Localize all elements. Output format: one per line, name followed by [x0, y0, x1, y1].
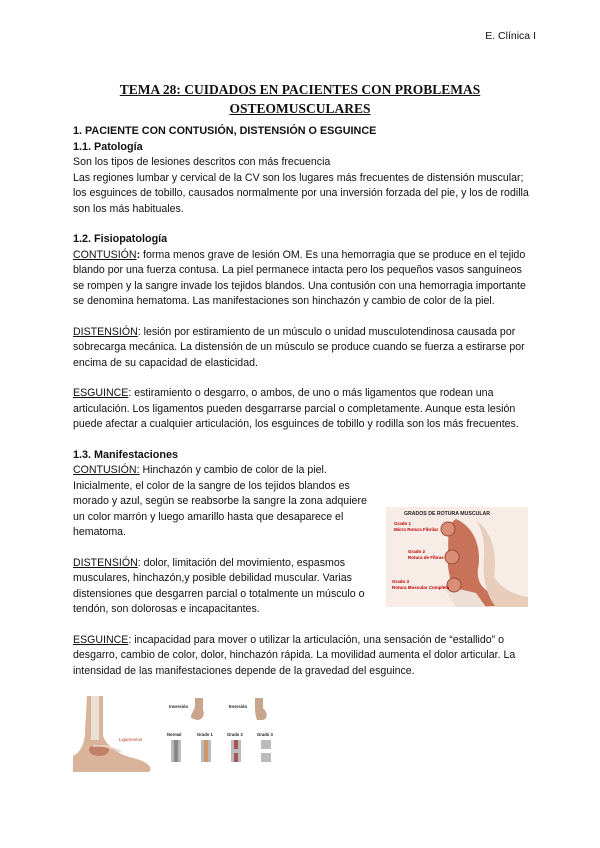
fisiopatologia-heading: 1.2. Fisiopatología	[73, 233, 168, 245]
title-line-1: TEMA 28: CUIDADOS EN PACIENTES CON PROBLEMAS	[119, 82, 481, 97]
distension-text: : lesión por estiramiento de un músculo o unidad musculotendinosa causada por sobrecarga mecánica. La distensión de un músculo se produce cuando se fuerza a estirarse por encima de su capacidad de elasticidad.	[73, 325, 525, 369]
muscle-figure-title: GRADOS DE ROTURA MUSCULAR	[404, 511, 490, 517]
muscle-grade-1: Grado 1	[394, 521, 412, 526]
ankle-sprain-figure	[73, 696, 293, 772]
manif-esguince	[73, 633, 533, 680]
eversion-label: Eversión	[229, 704, 248, 709]
ligament-label: Ligamentos	[119, 737, 143, 742]
fisio-contusion: CONTUSIÓN: forma menos grave de lesión OM. Es una hemorragia que se produce en el tejido blando por una fuerza contusa. La piel permanece intacta pero los pequeños vasos sanguíneos se rompen y la sangre invade los tejidos blandos. Una contusión con una hemorragia importante se denomina hematoma. Las manifestaciones son hinchazón y cambio de color de la piel.	[73, 248, 526, 307]
manif-distension-label: DISTENSIÓN	[73, 556, 138, 569]
muscle-rupture-illustration	[386, 507, 528, 607]
title-line-2: OSTEOMUSCULARES	[229, 101, 371, 116]
muscle-grade-2-desc: Rotura de Fibras	[408, 555, 444, 560]
manif-contusion	[73, 463, 368, 541]
muscle-rupture-figure	[386, 507, 528, 607]
esguince-text: : estiramiento o desgarro, o ambos, de uno o más ligamentos que rodean una articulación. Los ligamentos pueden desgarrarse parcial o completamente. Aunque esta lesión puede afectar a cualquier articulación, los esguinces de tobillo y rodilla son los más frecuentes.	[73, 387, 519, 430]
contusion-text: forma menos grave de lesión OM. Es una hemorragia que se produce en el tejido blando por una fuerza contusa. La piel permanece intacta pero los pequeños vasos sanguíneos se rompen y la sangre invade los tejidos blandos. Una contusión con una hemorragia importante se denomina hematoma. Las manifestaciones son hinchazón y cambio de color de la piel.	[73, 248, 526, 307]
patologia-heading: 1.1. Patología	[73, 140, 143, 153]
fisio-distension	[73, 325, 533, 372]
manif-esguince-text: : incapacidad para mover o utilizar la articulación, una sensación de “estallido” o desgarro, cambio de color, dolor, hinchazón rápida. La movilidad aumenta el dolor articular. La intensidad de las manifestaciones depende de la gravedad del esguince.	[73, 633, 516, 677]
section-heading: 1. PACIENTE CON CONTUSIÓN, DISTENSIÓN O ESGUINCE	[73, 125, 377, 137]
manifestaciones-heading: 1.3. Manifestaciones	[73, 448, 179, 461]
ankle-sprain-illustration	[73, 696, 293, 772]
grade-normal-label: Normal	[167, 732, 182, 737]
esguince-label: ESGUINCE	[73, 387, 129, 399]
manif-contusion-label: CONTUSIÓN:	[73, 464, 140, 476]
page-title	[0, 80, 600, 118]
manif-distension	[73, 556, 378, 618]
patologia-p2: Las regiones lumbar y cervical de la CV son los lugares más frecuentes de distensión muscular; los esguinces de tobillo, causados normalmente por una inversión forzada del pie, y los de rodilla son los más habituales.	[73, 171, 529, 215]
muscle-grade-2: Grado 2	[408, 549, 426, 554]
grade-1-label: Grado 1	[197, 732, 213, 737]
muscle-grade-3-desc: Rotura Muscular Completa	[392, 585, 450, 590]
muscle-grade-3: Grado 3	[392, 579, 410, 584]
grade-3-label: Grado 3	[257, 732, 273, 737]
header-course: E. Clínica I	[485, 30, 536, 42]
manif-contusion-text: Hinchazón y cambio de color de la piel. Inicialmente, el color de la sangre de los tejidos blandos es morado y azul, según se reabsorbe la sangre la zona adquiere un color marrón y luego amarillo hasta que desaparece el hematoma.	[73, 464, 367, 538]
manif-distension-text: : dolor, limitación del movimiento, espasmos musculares, hinchazón,y posible debilidad muscular. Varias distensiones que desgarren parcial o totalmente un músculo o tendón, son dolorosas e incapacitantes.	[73, 556, 365, 615]
manif-esguince-label: ESGUINCE	[73, 633, 129, 646]
grade-2-label: Grado 2	[227, 732, 243, 737]
muscle-grade-1-desc: Micro Rotura Fibrilar	[394, 527, 439, 532]
inversion-label: Inversión	[169, 704, 189, 709]
fisio-esguince	[73, 386, 533, 433]
distension-label: DISTENSIÓN	[73, 325, 138, 338]
contusion-label: CONTUSIÓN	[73, 248, 137, 261]
patologia-p1: Son los tipos de lesiones descritos con más frecuencia	[73, 156, 331, 168]
